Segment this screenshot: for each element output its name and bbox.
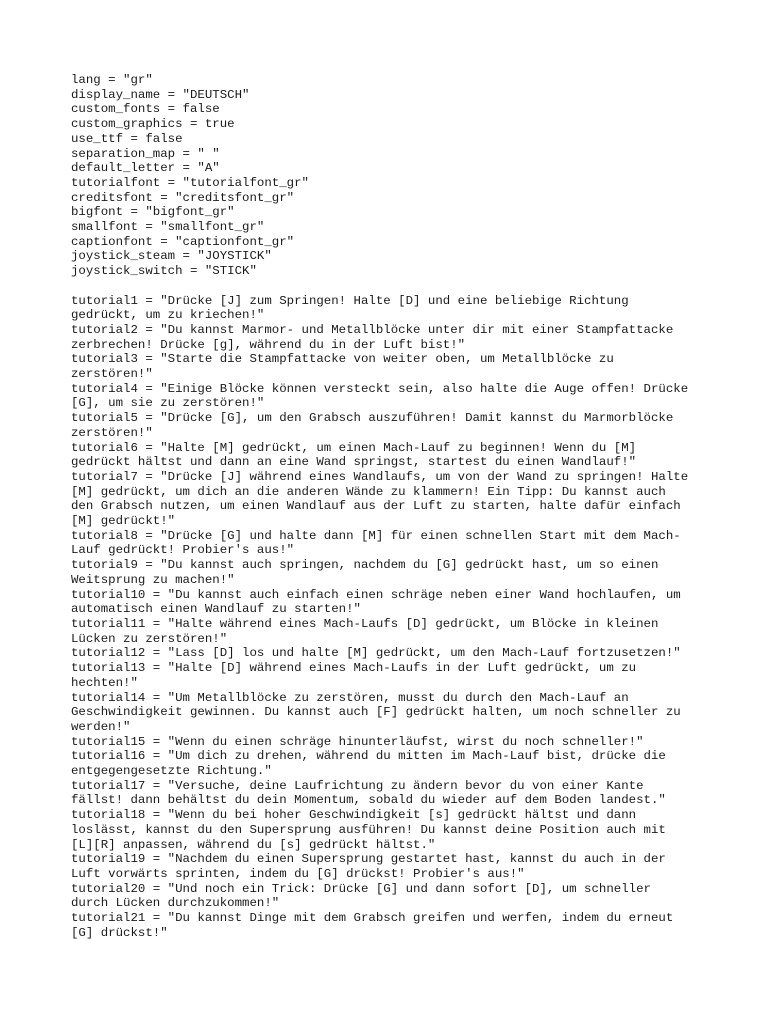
tutorial-line: zerstören!" xyxy=(71,367,153,382)
config-line: joystick_switch = "STICK" xyxy=(71,264,257,279)
config-line: separation_map = " " xyxy=(71,146,220,161)
tutorial-line: tutorial12 = "Lass [D] los und halte [M] gedrückt, um den Mach-Lauf fortzusetzen!" xyxy=(71,646,681,661)
config-line: captionfont = "captionfont_gr" xyxy=(71,234,295,249)
tutorial-line: tutorial2 = "Du kannst Marmor- und Metallblöcke unter dir mit einer Stampfattacke xyxy=(71,322,674,337)
tutorial-line: tutorial9 = "Du kannst auch springen, nachdem du [G] gedrückt hast, um so einen xyxy=(71,558,659,573)
tutorial-line: hechten!" xyxy=(71,675,138,690)
tutorial-line: werden!" xyxy=(71,719,131,734)
tutorial-line: entgegengesetzte Richtung." xyxy=(71,764,272,779)
tutorial-line: tutorial20 = "Und noch ein Trick: Drücke [G] und dann sofort [D], um schneller xyxy=(71,881,651,896)
config-line: bigfont = "bigfont_gr" xyxy=(71,205,235,220)
config-line: creditsfont = "creditsfont_gr" xyxy=(71,190,295,205)
tutorial-line: tutorial7 = "Drücke [J] während eines Wandlaufs, um von der Wand zu springen! Halte xyxy=(71,469,689,484)
tutorial-line: tutorial18 = "Wenn du bei hoher Geschwindigkeit [s] gedrückt hältst und dann xyxy=(71,808,637,823)
tutorial-line: tutorial14 = "Um Metallblöcke zu zerstören, musst du durch den Mach-Lauf an xyxy=(71,690,629,705)
tutorial-line: tutorial11 = "Halte während eines Mach-Laufs [D] gedrückt, um Blöcke in kleinen xyxy=(71,617,659,631)
config-line: joystick_steam = "JOYSTICK" xyxy=(71,249,272,264)
tutorial-line: [M] gedrückt, um dich an die anderen Wände zu klammern! Ein Tipp: Du kannst auch xyxy=(71,484,666,499)
tutorial-line: Lücken zu zerstören!" xyxy=(71,631,228,646)
tutorial-line: tutorial5 = "Drücke [G], um den Grabsch auszuführen! Damit kannst du Marmorblöcke xyxy=(71,411,674,426)
tutorial-line: tutorial13 = "Halte [D] während eines Mach-Laufs in der Luft gedrückt, um zu xyxy=(71,661,637,676)
blank-line xyxy=(71,279,701,294)
config-line: lang = "gr" xyxy=(71,73,153,87)
tutorial-line: zerbrechen! Drücke [g], während du in der Luft bist!" xyxy=(71,337,466,352)
config-line: use_ttf = false xyxy=(71,131,183,146)
tutorial-line: tutorial3 = "Starte die Stampfattacke von weiter oben, um Metallblöcke zu xyxy=(71,352,614,367)
config-line: display_name = "DEUTSCH" xyxy=(71,87,250,102)
tutorial-line: tutorial21 = "Du kannst Dinge mit dem Grabsch greifen und werfen, indem du erneut xyxy=(71,911,674,926)
tutorial-line: tutorial16 = "Um dich zu drehen, während du mitten im Mach-Lauf bist, drücke die xyxy=(71,749,666,764)
tutorial-line: tutorial4 = "Einige Blöcke können versteckt sein, also halte die Auge offen! Drücke xyxy=(71,381,689,396)
tutorial-line: fällst! dann behältst du dein Momentum, sobald du wieder auf dem Boden landest." xyxy=(71,793,666,808)
tutorial-line: automatisch einen Wandlauf zu starten!" xyxy=(71,602,361,617)
tutorial-block xyxy=(71,294,701,941)
tutorial-line: [G] drückst!" xyxy=(71,925,168,940)
tutorial-line: den Grabsch nutzen, um einen Wandlauf aus der Luft zu starten, halte dafür einfach xyxy=(71,499,681,514)
tutorial-line: zerstören!" xyxy=(71,425,153,440)
tutorial-line: [G], um sie zu zerstören!" xyxy=(71,396,265,411)
tutorial-line: tutorial17 = "Versuche, deine Laufrichtung zu ändern bevor du von einer Kante xyxy=(71,778,644,793)
tutorial-line: tutorial15 = "Wenn du einen schräge hinunterläufst, wirst du noch schneller!" xyxy=(71,734,644,749)
config-line: smallfont = "smallfont_gr" xyxy=(71,220,265,235)
config-line: tutorialfont = "tutorialfont_gr" xyxy=(71,175,309,190)
config-line: custom_graphics = true xyxy=(71,117,235,132)
tutorial-line: tutorial10 = "Du kannst auch einfach einen schräge neben einer Wand hochlaufen, um xyxy=(71,587,681,602)
tutorial-line: gedrückt hältst und dann an eine Wand springst, startest du einen Wandlauf!" xyxy=(71,455,637,470)
tutorial-line: loslässt, kannst du den Supersprung ausführen! Du kannst deine Position auch mit xyxy=(71,822,666,837)
config-line: default_letter = "A" xyxy=(71,161,220,176)
tutorial-line: [L][R] anpassen, während du [s] gedrückt hältst." xyxy=(71,837,436,852)
tutorial-line: tutorial1 = "Drücke [J] zum Springen! Halte [D] und eine beliebige Richtung xyxy=(71,293,629,308)
tutorial-line: Weitsprung zu machen!" xyxy=(71,572,235,587)
tutorial-line: [M] gedrückt!" xyxy=(71,514,176,529)
document-page xyxy=(71,73,701,940)
tutorial-line: durch Lücken durchzukommen!" xyxy=(71,896,280,911)
tutorial-line: tutorial19 = "Nachdem du einen Supersprung gestartet hast, kannst du auch in der xyxy=(71,852,666,867)
tutorial-line: tutorial8 = "Drücke [G] und halte dann [M] für einen schnellen Start mit dem Mach- xyxy=(71,528,681,543)
tutorial-line: gedrückt, um zu kriechen!" xyxy=(71,308,265,323)
tutorial-line: Luft vorwärts sprinten, indem du [G] drückst! Probier's aus!" xyxy=(71,866,525,881)
config-block xyxy=(71,73,701,279)
config-line: custom_fonts = false xyxy=(71,102,220,117)
tutorial-line: tutorial6 = "Halte [M] gedrückt, um einen Mach-Lauf zu beginnen! Wenn du [M] xyxy=(71,440,637,455)
tutorial-line: Lauf gedrückt! Probier's aus!" xyxy=(71,543,295,558)
tutorial-line: Geschwindigkeit gewinnen. Du kannst auch [F] gedrückt halten, um noch schneller zu xyxy=(71,705,681,720)
